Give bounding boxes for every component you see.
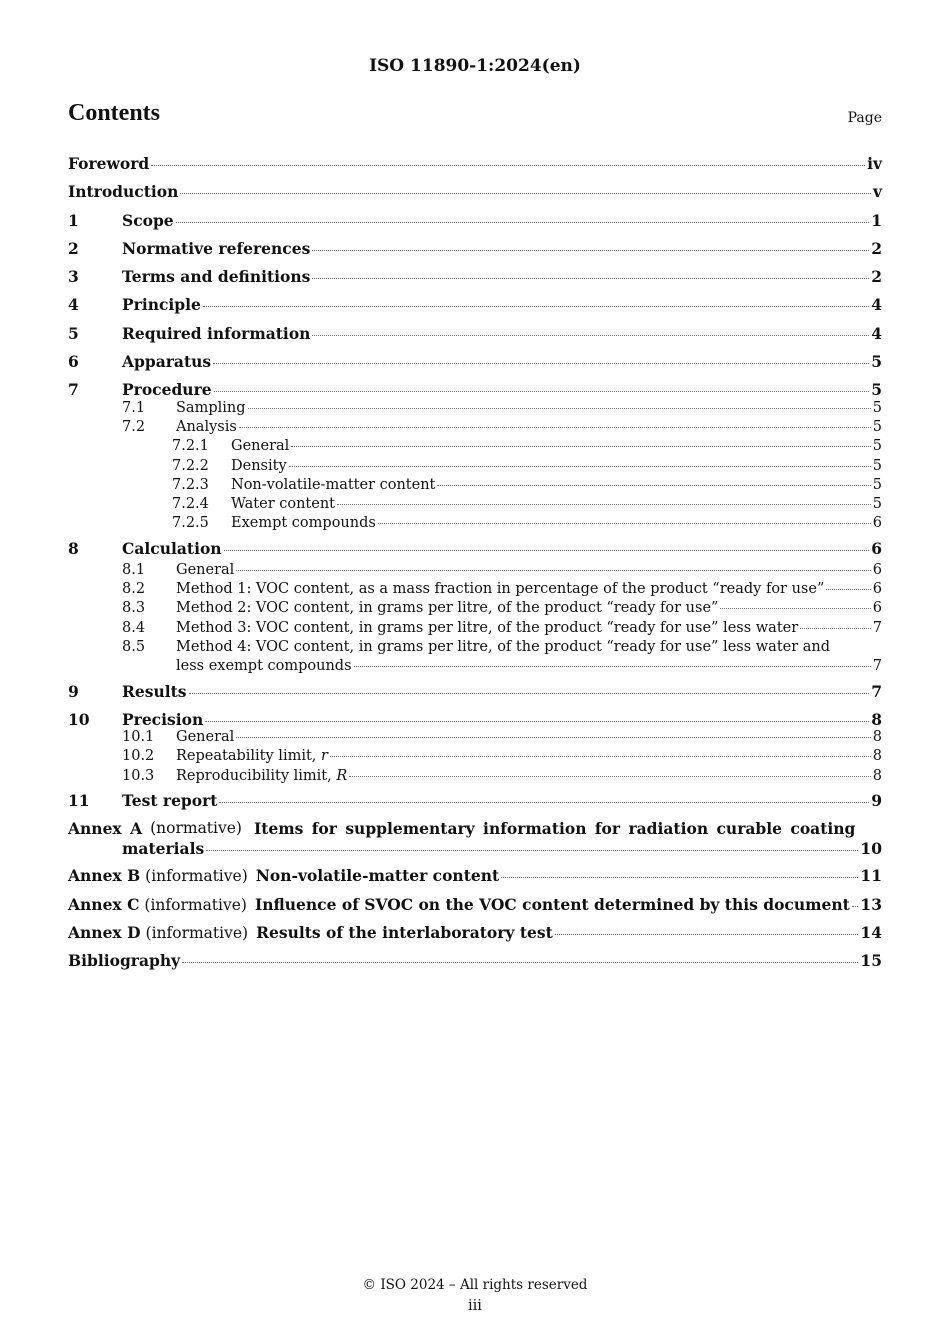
toc-page: 5 xyxy=(872,399,882,416)
toc-title: Calculation xyxy=(122,538,222,558)
dot-leader xyxy=(219,801,869,803)
toc-page: 2 xyxy=(871,267,882,287)
toc-title: Sampling xyxy=(176,399,246,416)
toc-number: 10.3 xyxy=(122,767,155,784)
toc-title: Method 1: VOC content, as a mass fraction in percentage of the product “ready for use” xyxy=(176,581,825,598)
toc-entry-7-2-4[interactable] xyxy=(68,496,882,515)
toc-entry-annex-b[interactable] xyxy=(68,866,882,894)
toc-title xyxy=(176,768,347,784)
toc-entry-6[interactable] xyxy=(68,352,882,380)
toc-page: 6 xyxy=(872,600,882,617)
toc-page: 7 xyxy=(872,619,882,636)
toc-entry-3[interactable] xyxy=(68,267,882,295)
toc-title: Results of the interlaboratory test xyxy=(256,922,553,942)
toc-title: Exempt compounds xyxy=(231,515,376,532)
toc-entry-11[interactable] xyxy=(68,791,882,819)
toc-entry-annex-a[interactable] xyxy=(68,819,882,866)
annex-label: Annex A xyxy=(68,819,143,839)
toc-page: 1 xyxy=(871,210,882,230)
toc-entry-2[interactable] xyxy=(68,239,882,267)
dot-leader xyxy=(176,221,870,223)
toc-title: Non-volatile-matter content xyxy=(255,866,500,886)
toc-title: Method 2: VOC content, in grams per litre, of the product “ready for use” xyxy=(176,600,719,617)
toc-number: 10.1 xyxy=(122,729,155,746)
toc-page: 5 xyxy=(872,476,882,493)
toc-number: 1 xyxy=(68,210,79,230)
toc-title: Precision xyxy=(122,709,204,729)
toc-entry-8-3[interactable] xyxy=(68,600,882,619)
toc-title: Results xyxy=(122,681,187,701)
dot-leader xyxy=(189,692,870,694)
toc-entry-7-2-2[interactable] xyxy=(68,458,882,477)
dot-leader xyxy=(501,876,858,878)
dot-leader xyxy=(236,569,870,571)
toc-number: 7.2.2 xyxy=(172,457,209,474)
toc-entry-introduction[interactable] xyxy=(68,182,882,210)
toc-page: 5 xyxy=(872,496,882,513)
toc-symbol: r xyxy=(321,748,328,765)
annex-type: (informative) xyxy=(144,895,247,914)
dot-leader xyxy=(206,849,858,851)
dot-leader xyxy=(312,334,869,336)
toc-page: 8 xyxy=(872,748,882,765)
dot-leader xyxy=(330,755,871,757)
toc-title: Principle xyxy=(122,295,201,315)
toc-title: Test report xyxy=(122,791,218,811)
toc-page: 6 xyxy=(872,515,882,532)
toc-number: 11 xyxy=(68,791,90,811)
annex-type: (informative) xyxy=(145,867,248,886)
toc-page: 14 xyxy=(860,922,882,942)
toc-entry-7[interactable] xyxy=(68,380,882,399)
dot-leader xyxy=(720,607,870,609)
toc-page: 10 xyxy=(860,839,882,859)
annex-type: (informative) xyxy=(145,923,249,942)
toc-page: 5 xyxy=(872,418,882,435)
toc-number: 8.3 xyxy=(122,600,146,617)
toc-entry-bibliography[interactable] xyxy=(68,951,882,979)
dot-leader xyxy=(239,426,871,428)
toc-page: 6 xyxy=(872,561,882,578)
toc-title: General xyxy=(176,729,235,746)
toc-entry-annex-d[interactable] xyxy=(68,923,882,951)
toc-entry-7-2-5[interactable] xyxy=(68,515,882,534)
toc-number: 7 xyxy=(68,380,79,400)
dot-leader xyxy=(291,445,870,447)
toc-entry-1[interactable] xyxy=(68,211,882,239)
toc-title: materials xyxy=(122,839,205,859)
toc-entry-4[interactable] xyxy=(68,295,882,323)
toc-page: 15 xyxy=(860,951,882,971)
toc-page: 5 xyxy=(871,352,882,372)
dot-leader xyxy=(224,549,870,551)
toc-number: 5 xyxy=(68,323,79,343)
dot-leader xyxy=(214,390,870,392)
toc-number: 9 xyxy=(68,681,79,701)
dot-leader xyxy=(205,720,869,722)
toc-entry-5[interactable] xyxy=(68,324,882,352)
dot-leader xyxy=(248,407,871,409)
toc-title xyxy=(176,748,328,764)
toc-title: Influence of SVOC on the VOC content determined by this document xyxy=(254,894,850,914)
toc-title-text: Reproducibility limit, xyxy=(176,767,337,784)
dot-leader xyxy=(555,933,859,935)
toc-entry-10[interactable] xyxy=(68,710,882,729)
toc-page: 5 xyxy=(872,438,882,455)
toc-title: Method 4: VOC content, in grams per litre, of the product “ready for use” less water and xyxy=(176,638,831,655)
dot-leader xyxy=(182,961,858,963)
toc-entry-8-5-cont[interactable] xyxy=(68,658,882,677)
dot-leader xyxy=(151,164,865,166)
toc-title: Items for supplementary information for radiation curable coating xyxy=(253,819,856,839)
toc-page: 8 xyxy=(872,767,882,784)
toc-number: 8.4 xyxy=(122,619,146,636)
toc-entry-annex-c[interactable] xyxy=(68,895,882,923)
toc-title: General xyxy=(231,438,290,455)
dot-leader xyxy=(437,484,870,486)
table-of-contents xyxy=(68,154,882,980)
annex-type: (normative) xyxy=(150,819,242,838)
toc-entry-8-4[interactable] xyxy=(68,620,882,639)
toc-number: 7.2.1 xyxy=(172,438,209,455)
toc-number: 8.2 xyxy=(122,581,146,598)
dot-leader xyxy=(852,905,859,907)
toc-number: 7.1 xyxy=(122,399,146,416)
toc-page: 8 xyxy=(871,709,882,729)
toc-title: Procedure xyxy=(122,380,212,400)
toc-page: 7 xyxy=(872,658,882,675)
dot-leader xyxy=(312,277,869,279)
toc-entry-foreword[interactable] xyxy=(68,154,882,182)
dot-leader xyxy=(349,775,870,777)
toc-number: 7.2.3 xyxy=(172,476,209,493)
toc-page: 6 xyxy=(871,538,882,558)
toc-page: 2 xyxy=(871,238,882,258)
copyright-footer: © ISO 2024 – All rights reserved xyxy=(362,1277,588,1293)
dot-leader xyxy=(800,627,871,629)
page-number: iii xyxy=(468,1298,482,1314)
toc-title: General xyxy=(176,561,235,578)
toc-title: Terms and definitions xyxy=(122,267,311,287)
toc-entry-8-5[interactable] xyxy=(68,639,882,658)
toc-symbol: R xyxy=(336,767,348,784)
dot-leader xyxy=(213,362,869,364)
toc-title: Method 3: VOC content, in grams per litre, of the product “ready for use” less water xyxy=(176,619,799,636)
toc-title: Foreword xyxy=(68,154,150,173)
toc-page: 5 xyxy=(872,457,882,474)
toc-title: Scope xyxy=(122,210,174,230)
toc-number: 4 xyxy=(68,295,79,315)
document-id: ISO 11890-1:2024(en) xyxy=(369,56,581,76)
toc-entry-7-2-1[interactable] xyxy=(68,438,882,457)
toc-number: 3 xyxy=(68,267,79,287)
toc-page: 11 xyxy=(860,866,882,886)
toc-title: Apparatus xyxy=(122,352,212,372)
toc-title: Required information xyxy=(122,323,311,343)
toc-title-text: Repeatability limit, xyxy=(176,748,322,765)
dot-leader xyxy=(203,305,869,307)
toc-title: Normative references xyxy=(122,238,311,258)
toc-title: Non-volatile-matter content xyxy=(231,476,436,493)
toc-entry-10-2[interactable] xyxy=(68,748,882,767)
toc-number: 6 xyxy=(68,352,79,372)
toc-entry-10-1[interactable] xyxy=(68,729,882,748)
toc-entry-8-1[interactable] xyxy=(68,562,882,581)
toc-page: 4 xyxy=(871,295,882,315)
toc-page: 8 xyxy=(872,729,882,746)
toc-number: 8.1 xyxy=(122,561,146,578)
toc-entry-10-3[interactable] xyxy=(68,768,882,787)
dot-leader xyxy=(180,192,871,194)
toc-title: Water content xyxy=(231,496,335,513)
toc-page: v xyxy=(872,182,882,202)
toc-entry-7-1[interactable] xyxy=(68,400,882,419)
toc-page: 5 xyxy=(871,380,882,400)
toc-page: iv xyxy=(867,154,882,173)
toc-entry-9[interactable] xyxy=(68,682,882,710)
toc-page: 9 xyxy=(871,791,882,811)
contents-heading: Contents xyxy=(68,100,161,126)
toc-number: 2 xyxy=(68,238,79,258)
toc-number: 10 xyxy=(68,709,90,729)
page-column-label: Page xyxy=(847,110,882,126)
toc-title: Bibliography xyxy=(68,951,181,971)
toc-entry-7-2[interactable] xyxy=(68,419,882,438)
toc-page: 7 xyxy=(871,681,882,701)
dot-leader xyxy=(826,588,870,590)
toc-entry-8[interactable] xyxy=(68,539,882,562)
toc-number: 10.2 xyxy=(122,748,155,765)
dot-leader xyxy=(378,522,871,524)
dot-leader xyxy=(312,249,869,251)
dot-leader xyxy=(289,465,871,467)
dot-leader xyxy=(337,503,871,505)
toc-page: 4 xyxy=(871,323,882,343)
dot-leader xyxy=(354,665,871,667)
toc-page: 13 xyxy=(860,894,882,914)
annex-label: Annex C xyxy=(68,894,140,914)
dot-leader xyxy=(236,736,870,738)
toc-page: 6 xyxy=(872,581,882,598)
toc-number: 7.2.4 xyxy=(172,496,209,513)
toc-number: 7.2 xyxy=(122,418,146,435)
toc-entry-8-2[interactable] xyxy=(68,581,882,600)
toc-entry-7-2-3[interactable] xyxy=(68,477,882,496)
annex-label: Annex D xyxy=(68,922,141,942)
toc-title: Introduction xyxy=(68,182,179,202)
toc-number: 7.2.5 xyxy=(172,515,209,532)
toc-number: 8 xyxy=(68,538,79,558)
toc-title: Analysis xyxy=(176,418,237,435)
toc-number: 8.5 xyxy=(122,638,146,655)
annex-label: Annex B xyxy=(68,866,141,886)
toc-title: Density xyxy=(231,457,287,474)
toc-title: less exempt compounds xyxy=(176,658,352,675)
